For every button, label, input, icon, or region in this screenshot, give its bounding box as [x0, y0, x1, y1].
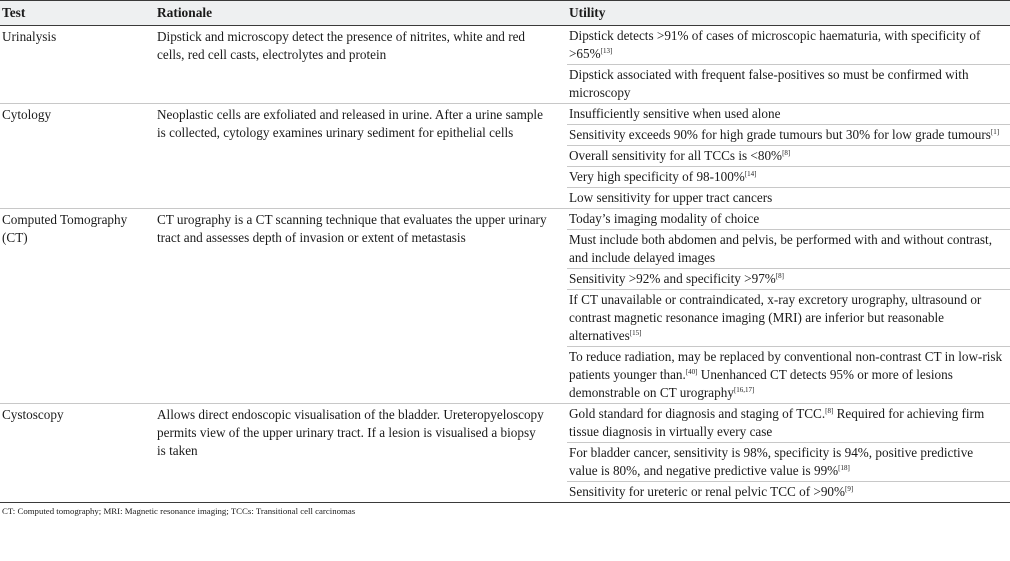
- utility-item: Low sensitivity for upper tract cancers: [569, 190, 773, 205]
- utility-item: To reduce radiation, may be replaced by conventional non-contrast CT in low-risk patients younger than.[40] Unenhanced CT detects 95% or more of lesions demonstrable on CT urography[16,17]: [569, 349, 1003, 400]
- citation: [40]: [685, 368, 698, 376]
- utility-item: Insufficiently sensitive when used alone: [567, 104, 1010, 125]
- test-cell: Cystoscopy: [2, 407, 64, 422]
- table-row: [0, 104, 1010, 209]
- header-rationale: Rationale: [155, 1, 567, 26]
- test-cell: Cytology: [2, 107, 52, 122]
- utility-item: If CT unavailable or contraindicated, x-ray excretory urography, ultrasound or contrast magnetic resonance imaging (MRI) are inferior but reasonable alternatives[15]: [567, 290, 1010, 347]
- utility-item: Dipstick detects >91% of cases of microscopic haematuria, with specificity of >65%[13]: [567, 26, 1010, 65]
- utility-item: Must include both abdomen and pelvis, be performed with and without contrast, and include delayed images: [567, 230, 1010, 269]
- utility-item: Sensitivity >92% and specificity >97%[8]: [567, 269, 1010, 290]
- utility-item: Overall sensitivity for all TCCs is <80%[8]: [567, 146, 1010, 167]
- table-footnote: CT: Computed tomography; MRI: Magnetic resonance imaging; TCCs: Transitional cell carcinomas: [2, 506, 356, 516]
- utility-item: Gold standard for diagnosis and staging of TCC.[8] Required for achieving firm tissue diagnosis in virtually every case: [567, 404, 1010, 443]
- header-utility: Utility: [567, 1, 1010, 26]
- table-row: [0, 209, 1010, 404]
- header-test: Test: [0, 1, 155, 26]
- test-cell: Urinalysis: [2, 29, 57, 44]
- utility-item: Today’s imaging modality of choice: [567, 209, 1010, 230]
- citation: [1]: [990, 128, 1000, 136]
- utility-item: Dipstick associated with frequent false-positives so must be confirmed with microscopy: [569, 67, 969, 100]
- rationale-cell: CT urography is a CT scanning technique that evaluates the upper urinary tract and assesses depth of invasion or extent of metastasis: [157, 212, 547, 245]
- utility-cell: [567, 104, 1010, 209]
- citation: [15]: [629, 329, 642, 337]
- utility-cell: [567, 404, 1010, 503]
- table-row: [0, 404, 1010, 503]
- utility-item: Sensitivity for ureteric or renal pelvic TCC of >90%[9]: [569, 484, 854, 499]
- citation: [8]: [782, 149, 791, 157]
- citation: [14]: [744, 170, 757, 178]
- rationale-cell: Dipstick and microscopy detect the presence of nitrites, white and red cells, red cell casts, electrolytes and protein: [157, 29, 526, 62]
- rationale-cell: Neoplastic cells are exfoliated and released in urine. After a urine sample is collected, cytology examines urinary sediment for epithelial cells: [157, 107, 543, 140]
- citation: [9]: [845, 485, 854, 493]
- citation: [16,17]: [733, 386, 755, 394]
- utility-item: Very high specificity of 98-100%[14]: [567, 167, 1010, 188]
- utility-item: Sensitivity exceeds 90% for high grade tumours but 30% for low grade tumours[1]: [567, 125, 1010, 146]
- citation: [13]: [600, 47, 613, 55]
- table-row: [0, 26, 1010, 104]
- utility-cell: [567, 26, 1010, 104]
- test-cell: Computed Tomography (CT): [2, 212, 128, 245]
- citation: [18]: [838, 464, 850, 472]
- table-header: [0, 1, 1010, 26]
- rationale-cell: Allows direct endoscopic visualisation of the bladder. Ureteropyeloscopy permits view of the upper urinary tract. If a lesion is visualised a biopsy is taken: [157, 407, 544, 458]
- utility-item: For bladder cancer, sensitivity is 98%, specificity is 94%, positive predictive value is 80%, and negative predictive value is 99%[18]: [567, 443, 1010, 482]
- citation: [8]: [775, 272, 784, 280]
- utility-cell: [567, 209, 1010, 404]
- citation: [8]: [825, 407, 834, 415]
